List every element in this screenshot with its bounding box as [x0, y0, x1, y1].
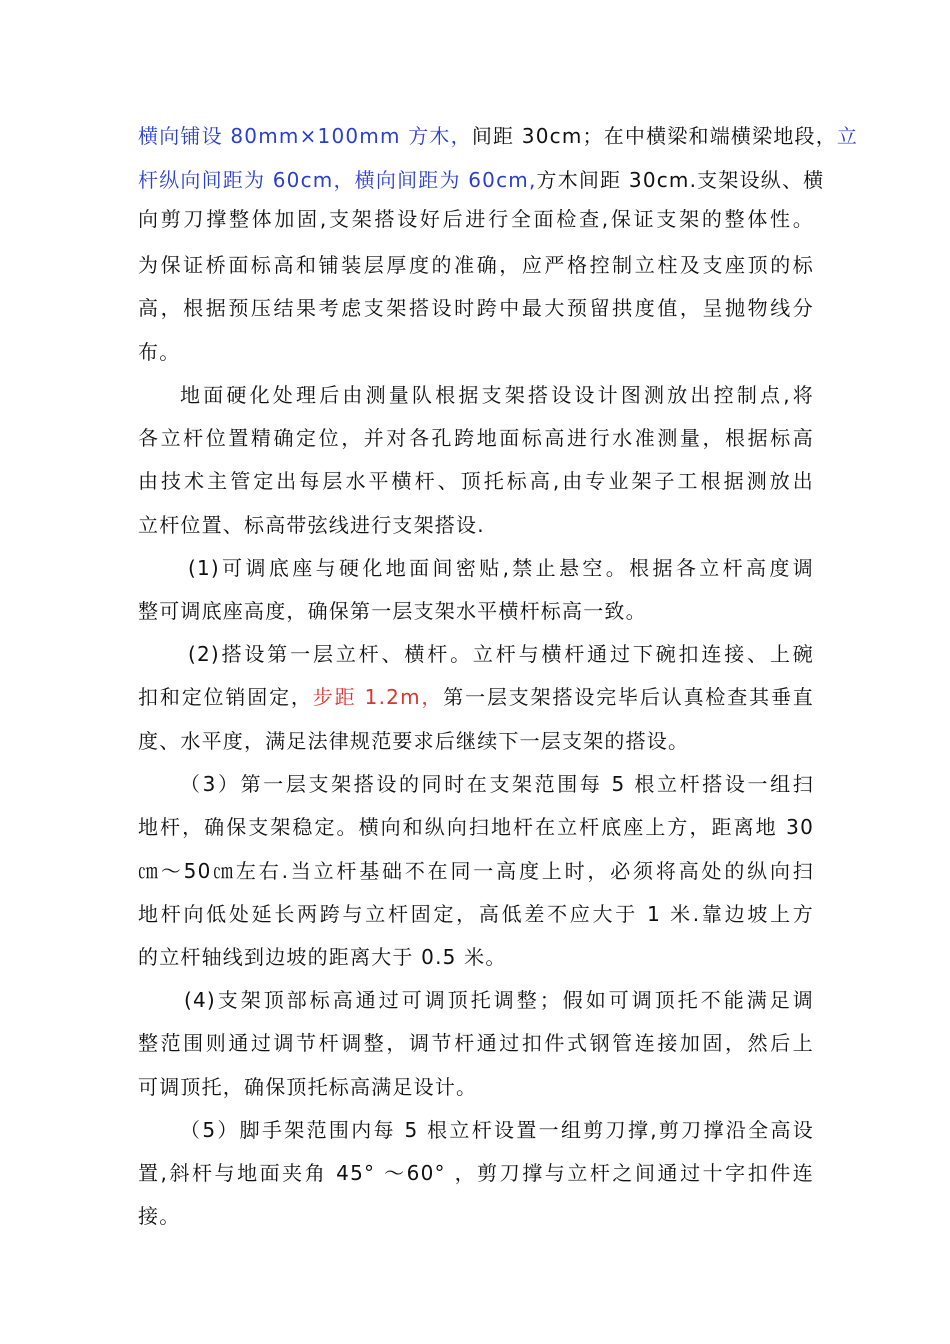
text-line: 地杆向低处延长两跨与立杆固定，高低差不应大于 1 米.靠边坡上方	[138, 902, 814, 926]
text-segment: 扣和定位销固定，	[138, 685, 313, 709]
text-line: 由技术主管定出每层水平横杆、顶托标高,由专业架子工根据测放出	[138, 469, 814, 493]
text-line: 各立杆位置精确定位，并对各孔跨地面标高进行水准测量，根据标高	[138, 426, 814, 450]
text-line: 地杆，确保支架稳定。横向和纵向扫地杆在立杆底座上方，距离地 30	[138, 815, 814, 839]
text-line: 高，根据预压结果考虑支架搭设时跨中最大预留拱度值，呈抛物线分	[138, 296, 814, 320]
text-line	[138, 682, 814, 712]
text-segment: 第一层支架搭设完毕后认真检查其垂直	[443, 685, 815, 709]
text-line: 向剪刀撑整体加固,支架搭设好后进行全面检查,保证支架的整体性。	[138, 207, 814, 231]
text-line	[138, 165, 825, 195]
text-line: 地面硬化处理后由测量队根据支架搭设设计图测放出控制点,将	[180, 383, 814, 407]
text-line: （3）第一层支架搭设的同时在支架范围每 5 根立杆搭设一组扫	[180, 772, 814, 796]
text-line: 整可调底座高度，确保第一层支架水平横杆标高一致。	[138, 599, 647, 623]
blue-highlight-text: 杆纵向间距为 60cm，横向间距为 60cm,	[138, 168, 537, 192]
text-line: 接。	[138, 1204, 181, 1228]
text-segment: 间距 30cm；在中横梁和端横梁地段，	[471, 124, 837, 148]
text-line: 立杆位置、标高带弦线进行支架搭设.	[138, 513, 485, 537]
text-line: 置,斜杆与地面夹角 45° ～60° ，剪刀撑与立杆之间通过十字扣件连	[138, 1161, 814, 1185]
text-line	[138, 121, 859, 151]
text-line: 为保证桥面标高和铺装层厚度的准确，应严格控制立柱及支座顶的标	[138, 253, 814, 277]
text-line: 的立杆轴线到边坡的距离大于 0.5 米。	[138, 945, 507, 969]
text-line: (2)搭设第一层立杆、横杆。立杆与横杆通过下碗扣连接、上碗	[188, 642, 814, 666]
text-line: 可调顶托，确保顶托标高满足设计。	[138, 1075, 478, 1099]
text-segment: 方木间距 30cm.支架设纵、横	[536, 168, 825, 192]
text-line: ㎝～50㎝左右.当立杆基础不在同一高度上时，必须将高处的纵向扫	[138, 859, 814, 883]
red-highlight-text: 步距 1.2m，	[312, 685, 444, 709]
text-line: (4)支架顶部标高通过可调顶托调整；假如可调顶托不能满足调	[184, 988, 814, 1012]
text-line: 度、水平度，满足法律规范要求后继续下一层支架的搭设。	[138, 729, 690, 753]
text-line: （5）脚手架范围内每 5 根立杆设置一组剪刀撑,剪刀撑沿全高设	[180, 1118, 814, 1142]
blue-highlight-text: 横向铺设 80mm×100mm 方木，	[138, 124, 472, 148]
text-line: 布。	[138, 340, 181, 364]
blue-highlight-text: 立	[836, 124, 859, 148]
text-line: 整范围则通过调节杆调整，调节杆通过扣件式钢管连接加固，然后上	[138, 1031, 814, 1055]
text-line: (1)可调底座与硬化地面间密贴,禁止悬空。根据各立杆高度调	[188, 556, 814, 580]
